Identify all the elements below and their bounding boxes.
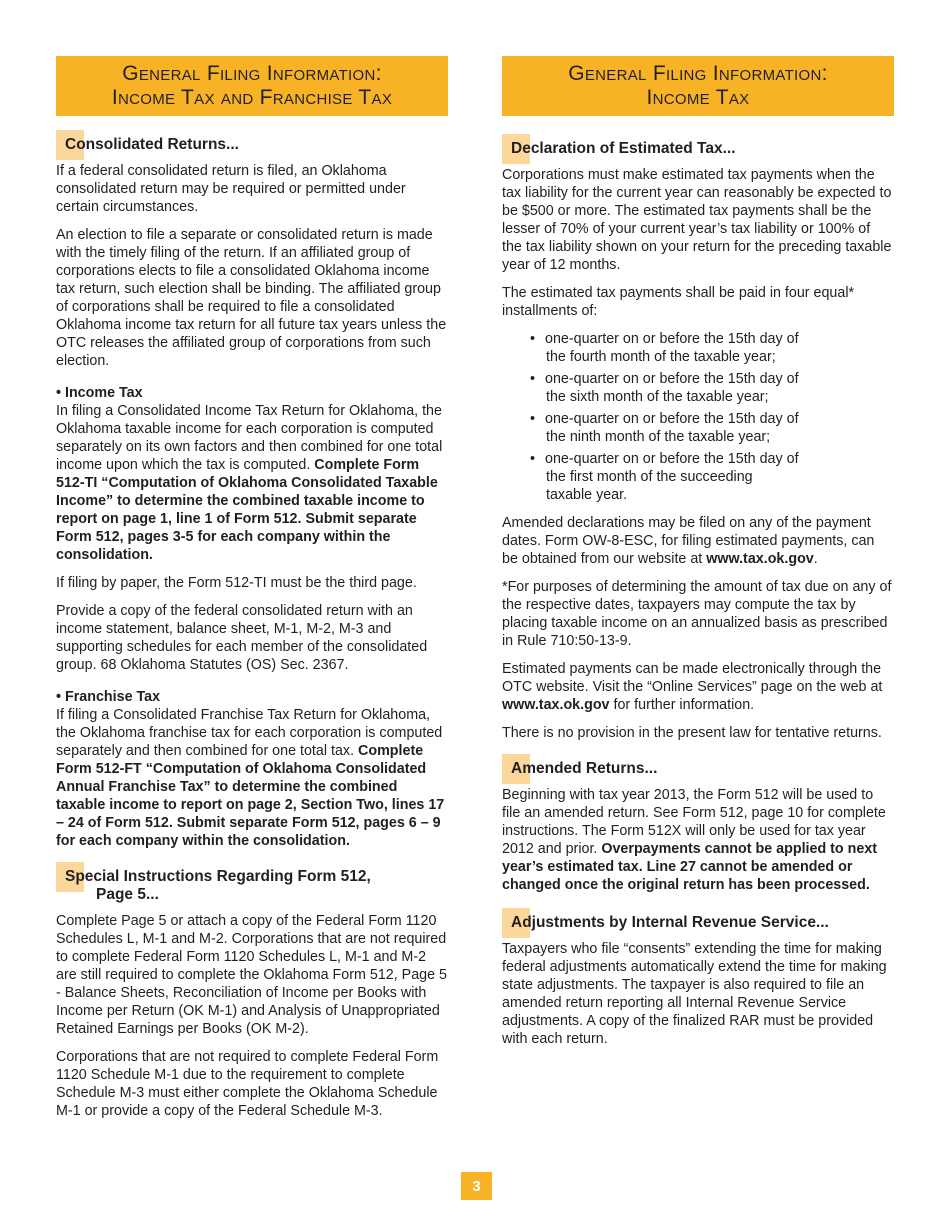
estimated-p1: Corporations must make estimated tax payments when the tax liability for the current year can reasonably be expected to be $500 or more. The estimated tax payments shall be the lesser of 70% of your current year’s tax liability or 100% of the tax liability shown on your return for the preceding taxable year of 12 months. [502, 167, 892, 273]
estimated-p6: There is no provision in the present law for tentative returns. [502, 725, 882, 741]
list-item: • one-quarter on or before the 15th day of the sixth month of the taxable year; [530, 371, 799, 405]
left-column [56, 56, 448, 1130]
franchise-tax-paragraph: If filing a Consolidated Franchise Tax Return for Oklahoma, the Oklahoma franchise tax for each corporation is computed separately and then combined for one total tax. Complete Form 512-FT “Computation of Oklahoma Consolidated Annual Franchise Tax” to determine the combined taxable income to report on page 2, Section Two, lines 17 – 24 of Form 512. Submit separate Form 512, pages 6 – 9 for each company within the consolidation. [56, 707, 445, 849]
left-banner-line2: Income Tax and Franchise Tax [111, 86, 393, 109]
consolidated-returns-heading: Consolidated Returns... [56, 136, 448, 154]
website-link[interactable]: www.tax.ok.gov [706, 551, 814, 567]
right-column [502, 56, 894, 1058]
provide-copy-paragraph: Provide a copy of the federal consolidated return with an income statement, balance sheet, M-1, M-2, M-3 and supporting schedules for each member of the consolidated group. 68 Oklahoma Statutes (OS) Sec. 2367. [56, 603, 428, 673]
left-banner-line1: General Filing Information: [122, 62, 382, 85]
list-item: • one-quarter on or before the 15th day of the ninth month of the taxable year; [530, 411, 799, 445]
list-item: • one-quarter on or before the 15th day of the first month of the succeeding taxable year. [530, 451, 799, 503]
estimated-p2: The estimated tax payments shall be paid in four equal* installments of: [502, 285, 855, 319]
special-p1: Complete Page 5 or attach a copy of the Federal Form 1120 Schedules L, M-1 and M-2. Corporations that are not required to complete Federal Form 1120 Schedules L, M-1 and M-2 are still required to complete the Oklahoma Form 512, Page 5 - Balance Sheets, Reconciliation of Income per Books with Income per Return (OK M-1) and Analysis of Unappropriated Retained Earnings per Books (OK M-2). [56, 913, 447, 1037]
estimated-p4: *For purposes of determining the amount of tax due on any of the respective dates, taxpayers may compute the tax by placing taxable income on an annualized basis as prescribed in Rule 710:50-13-9. [502, 579, 892, 649]
amended-paragraph: Beginning with tax year 2013, the Form 512 will be used to file an amended return. See Form 512, page 10 for complete instructions. The Form 512X will only be used for tax year 2012 and prior. Overpayments cannot be applied to next year’s estimated tax. Line 27 cannot be amended or changed once the original return has been processed. [502, 787, 886, 893]
estimated-p3: Amended declarations may be filed on any of the payment dates. Form OW-8-ESC, for filing estimated payments, can be obtained from our website at www.tax.ok.gov. [502, 515, 875, 567]
right-banner [502, 56, 894, 116]
adjustments-paragraph: Taxpayers who file “consents” extending the time for making federal adjustments automatically extend the time for making state adjustments. The taxpayer is also required to file an amended return reporting all Internal Revenue Service adjustments. A copy of the finalized RAR must be provided with each return. [502, 941, 887, 1047]
installments-list [502, 330, 894, 504]
estimated-p5: Estimated payments can be made electronically through the OTC website. Visit the “Online Services” page on the web at www.tax.ok.gov for further information. [502, 661, 883, 713]
income-tax-paragraph: In filing a Consolidated Income Tax Return for Oklahoma, the Oklahoma taxable income for each corporation is computed separately on its own factors and then combined for one total income upon which the tax is computed. Complete Form 512-TI “Computation of Oklahoma Consolidated Taxable Income” to determine the combined taxable income to report on page 1, line 1 of Form 512. Submit separate Form 512, pages 3-5 for each company within the consolidation. [56, 403, 443, 563]
irs-adjustments-heading: Adjustments by Internal Revenue Service... [502, 914, 894, 932]
special-p2: Corporations that are not required to complete Federal Form 1120 Schedule M-1 due to the requirement to complete Schedule M-3 must either complete the Oklahoma Schedule M-1 or provide a copy of the Federal Schedule M-3. [56, 1049, 439, 1119]
website-link[interactable]: www.tax.ok.gov [502, 697, 610, 713]
page-number: 3 [461, 1172, 492, 1200]
consolidated-p1: If a federal consolidated return is filed, an Oklahoma consolidated return may be required or permitted under certain circumstances. [56, 163, 406, 215]
consolidated-p2: An election to file a separate or consolidated return is made with the timely filing of the return. If an affiliated group of corporations elects to file a consolidated Oklahoma income tax return, such election shall be binding. The affiliated group of corporations shall be required to file a consolidated Oklahoma income tax return for all future tax years unless the OTC releases the affiliated group of corporations from such election. [56, 227, 447, 369]
paper-note: If filing by paper, the Form 512-TI must be the third page. [56, 575, 417, 591]
list-item: • one-quarter on or before the 15th day of the fourth month of the taxable year; [530, 331, 799, 365]
special-instructions-heading: Special Instructions Regarding Form 512, Page 5... [56, 868, 448, 904]
franchise-tax-subheading: • Franchise Tax [56, 689, 161, 705]
right-banner-line1: General Filing Information: [568, 62, 828, 85]
left-banner [56, 56, 448, 116]
amended-returns-heading: Amended Returns... [502, 760, 894, 778]
estimated-tax-heading: Declaration of Estimated Tax... [502, 140, 894, 158]
right-banner-line2: Income Tax [646, 86, 750, 109]
income-tax-subheading: • Income Tax [56, 385, 143, 401]
